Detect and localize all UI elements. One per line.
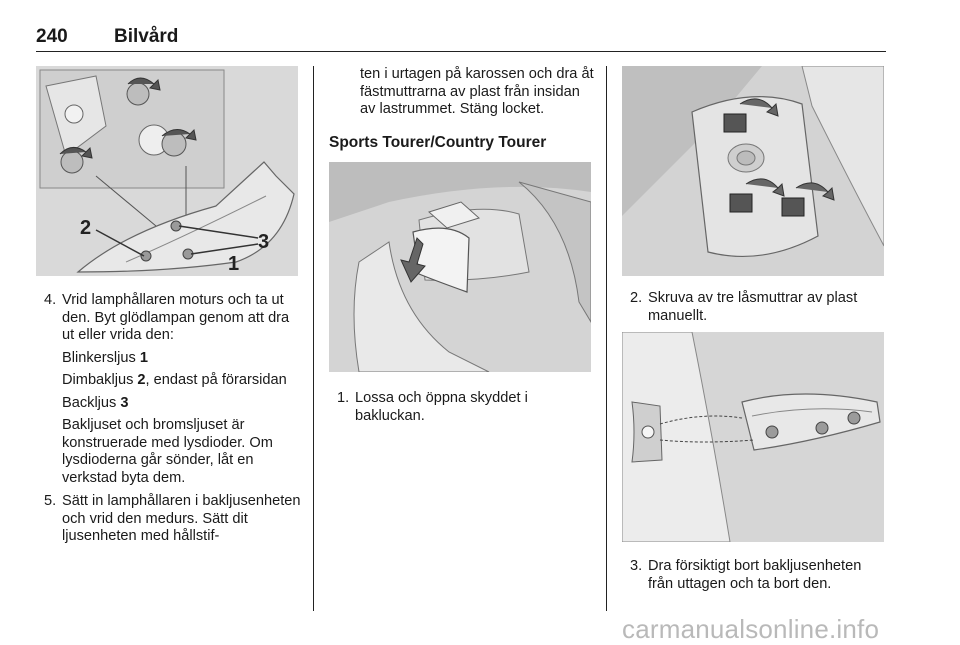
- column3-step-2: [630, 290, 886, 325]
- step-4-number: 4.: [44, 292, 57, 308]
- bulb-reverse: [44, 395, 304, 413]
- blinker-ref: 1: [139, 349, 148, 366]
- step-5: [44, 493, 304, 546]
- watermark: carmanualsonline.info: [622, 614, 880, 644]
- column2-continued: [360, 66, 598, 119]
- fog-note: , endast på förarsidan: [145, 372, 287, 388]
- fog-label: Dimbakljus: [62, 372, 138, 388]
- column2-step-1: [337, 390, 592, 425]
- step-5-number: 5.: [44, 493, 57, 509]
- continued-text: ten i urtagen på karossen och dra åt fästmuttrarna av plast från insidan av lastrummet. Stäng locket.: [360, 66, 594, 117]
- remove-lamp-illustration: [622, 332, 884, 542]
- header-rule: [36, 51, 886, 52]
- step-2-text: Skruva av tre låsmuttrar av plast manuellt.: [648, 290, 858, 324]
- step-3: [630, 558, 886, 593]
- step-1-number: 1.: [337, 390, 350, 406]
- led-note: Bakljuset och bromsljuset är konstruerade med lysdioder. Om lysdioderna går sönder, låt en verkstad byta dem.: [62, 417, 273, 486]
- page-header: [36, 26, 886, 52]
- step-5-text: Sätt in lamphållaren i bakljusenheten och vrid den medurs. Sätt dit ljusenheten med hållstif-: [62, 493, 301, 544]
- page-number: 240: [36, 26, 68, 47]
- column-divider-left: [313, 66, 314, 611]
- section-title: Sports Tourer/Country Tourer: [329, 134, 547, 151]
- tailgate-illustration: [329, 162, 591, 372]
- chapter-title: Bilvård: [114, 26, 179, 47]
- blinker-label: Blinkersljus: [62, 349, 140, 366]
- tail-lamp-illustration: [36, 66, 298, 276]
- step-4: [44, 292, 304, 345]
- reverse-label: Backljus: [62, 394, 121, 411]
- step-1: [337, 390, 592, 425]
- callout-1: 1: [228, 253, 240, 275]
- step-2-number: 2.: [630, 290, 643, 306]
- column1-text: [44, 292, 304, 546]
- step-3-number: 3.: [630, 558, 643, 574]
- reverse-ref: 3: [120, 394, 129, 411]
- figure-lock-nuts: [622, 66, 884, 276]
- figure-tail-lamp-bulbs: [36, 66, 298, 276]
- step-2: [630, 290, 886, 325]
- figure-remove-lamp-unit: [622, 332, 884, 542]
- column-divider-right: [606, 66, 607, 611]
- callout-3: 3: [258, 231, 270, 253]
- step-3-text: Dra försiktigt bort bakljusenheten från uttagen och ta bort den.: [648, 558, 862, 592]
- callout-2: 2: [80, 217, 92, 239]
- column3-step-3: [630, 558, 886, 593]
- step-1-text: Lossa och öppna skyddet i bakluckan.: [355, 390, 528, 424]
- lock-nuts-illustration: [622, 66, 884, 276]
- step-4-text: Vrid lamphållaren moturs och ta ut den. Byt glödlampan genom att dra ut eller vrida den:: [62, 292, 290, 343]
- figure-tailgate-cover: [329, 162, 591, 372]
- bulb-blinker: [44, 350, 304, 368]
- bulb-fog: [44, 372, 304, 390]
- fog-ref: 2: [137, 372, 146, 388]
